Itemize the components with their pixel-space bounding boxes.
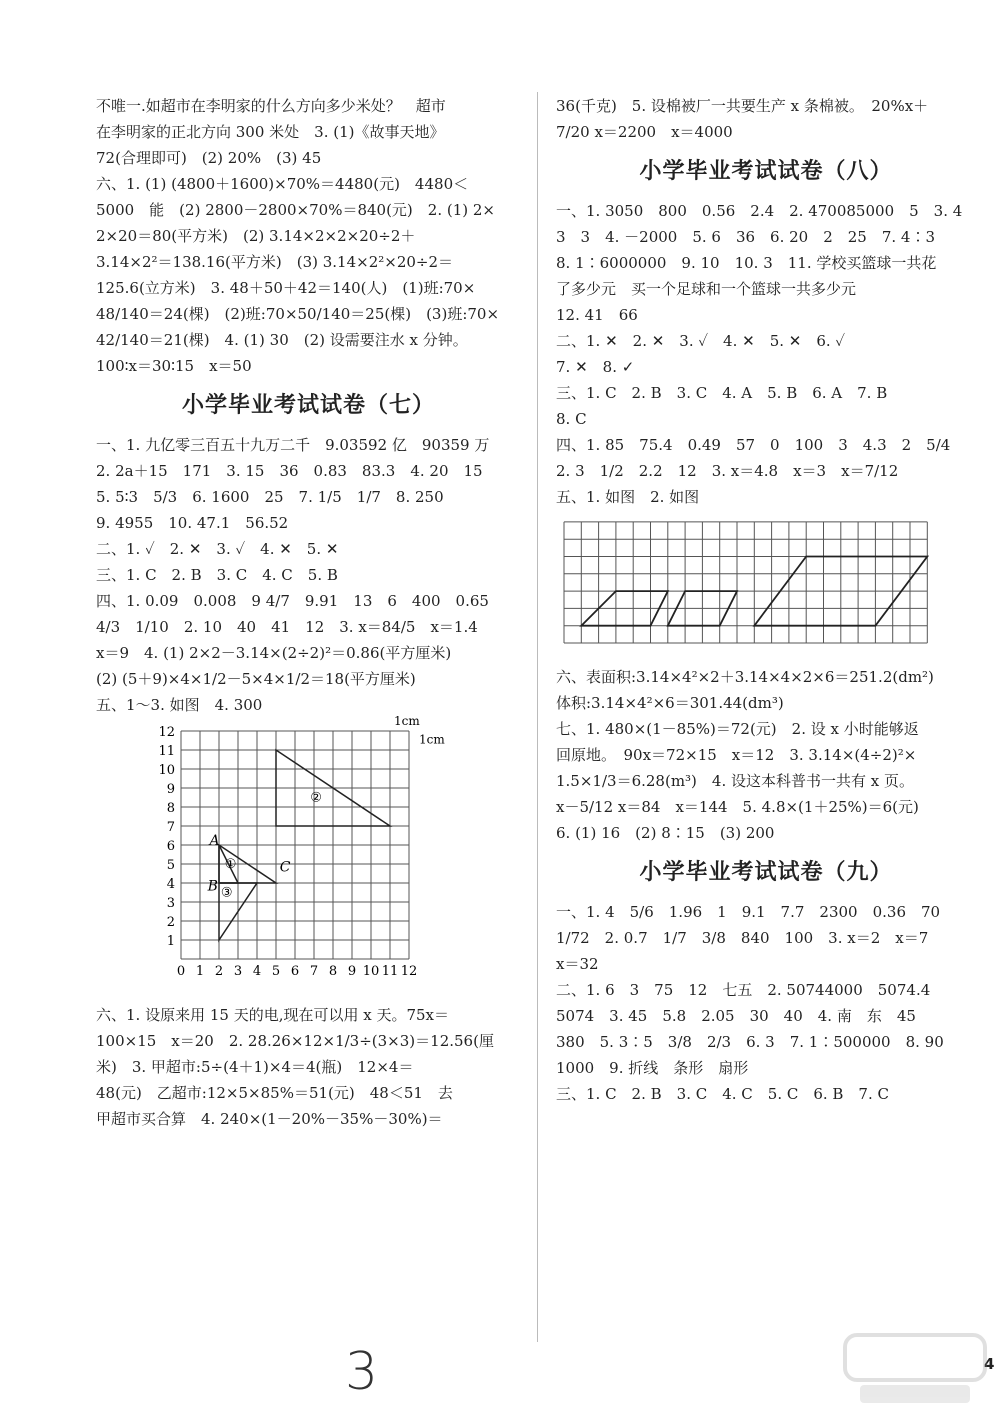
answer-line: 六、表面积:3.14×4²×2＋3.14×4×2×6＝251.2(dm²) bbox=[556, 668, 934, 686]
x-tick-label: 2 bbox=[214, 964, 224, 979]
x-tick-label: 12 bbox=[400, 964, 418, 979]
answer-line: 1000 9. 折线 条形 扇形 bbox=[556, 1059, 749, 1077]
x-tick-label: 1 bbox=[195, 964, 205, 979]
answer-line: 五、1～3. 如图 4. 300 bbox=[96, 696, 263, 714]
answer-line: 48/140＝24(棵) (2)班:70×50/140＝25(棵) (3)班:70× bbox=[96, 305, 500, 323]
answer-line: 四、1. 0.09 0.008 9 4/7 9.91 13 6 400 0.65 bbox=[96, 592, 489, 610]
label-circle-1: ① bbox=[224, 856, 237, 872]
x-tick-label: 6 bbox=[290, 964, 300, 979]
x-tick-label: 5 bbox=[271, 964, 281, 979]
x-tick-label: 3 bbox=[233, 964, 243, 979]
watermark-logo-icon bbox=[840, 1330, 990, 1410]
y-tick-label: 2 bbox=[166, 915, 175, 930]
answer-line: (2) (5＋9)×4×1/2－5×4×1/2＝18(平方厘米) bbox=[96, 670, 416, 688]
answer-line: 二、1. ✓ 2. ✕ 3. ✓ 4. ✕ 5. ✕ bbox=[96, 540, 339, 558]
answer-line: 100×15 x＝20 2. 28.26×12×1/3÷(3×3)＝12.56(厘 bbox=[96, 1032, 494, 1050]
label-b: B bbox=[207, 878, 218, 895]
answer-line: 三、1. C 2. B 3. C 4. A 5. B 6. A 7. B bbox=[556, 384, 888, 402]
x-tick-label: 11 bbox=[381, 964, 399, 979]
answer-line: 125.6(立方米) 3. 48＋50＋42＝140(人) (1)班:70× bbox=[96, 279, 476, 297]
section-title-8: 小学毕业考试试卷（八） bbox=[639, 159, 893, 184]
answer-line: 7. ✕ 8. ✓ bbox=[556, 358, 635, 376]
answer-line: 四、1. 85 75.4 0.49 57 0 100 3 4.3 2 5/4 bbox=[556, 436, 951, 454]
answer-line: 5. 5∶3 5/3 6. 1600 25 7. 1/5 1/7 8. 250 bbox=[96, 488, 444, 506]
label-circle-2: ② bbox=[310, 790, 322, 806]
y-tick-label: 1 bbox=[166, 934, 175, 949]
answer-line: 36(千克) 5. 设棉被厂一共要生产 x 条棉被。 20%x＋ bbox=[556, 97, 929, 115]
x-tick-label: 8 bbox=[328, 964, 338, 979]
figure-8-grid bbox=[556, 513, 976, 657]
answer-line: 一、1. 3050 800 0.56 2.4 2. 470085000 5 3. 4 bbox=[556, 202, 963, 220]
x-tick-label: 10 bbox=[362, 964, 380, 979]
answer-line: 六、1. 设原来用 15 天的电,现在可以用 x 天。75x＝ bbox=[96, 1006, 450, 1024]
section-8-after-figure-lines bbox=[556, 667, 976, 843]
section-7-after-figure-lines bbox=[96, 1005, 521, 1129]
edge-page-digit: 4 bbox=[984, 1355, 995, 1373]
answer-line: 六、1. (1) (4800＋1600)×70%＝4480(元) 4480＜ bbox=[96, 175, 469, 193]
answer-line: 甲超市买合算 4. 240×(1－20%－35%－30%)＝ bbox=[96, 1110, 443, 1128]
x-tick-label: 7 bbox=[309, 964, 319, 979]
answer-line: x＝32 bbox=[556, 955, 599, 973]
answer-line: 米) 3. 甲超市:5÷(4＋1)×4＝4(瓶) 12×4＝ bbox=[96, 1058, 414, 1076]
section-7-lines bbox=[96, 435, 521, 715]
x-tick-label: 0 bbox=[176, 964, 186, 979]
left-intro-lines bbox=[96, 96, 521, 376]
answer-line: 100∶x＝30∶15 x＝50 bbox=[96, 357, 252, 375]
section-8-lines bbox=[556, 201, 976, 507]
x-tick-label: 4 bbox=[252, 964, 262, 979]
y-tick-label: 12 bbox=[158, 725, 175, 740]
x-tick-label: 9 bbox=[347, 964, 357, 979]
answer-line: 2. 3 1/2 2.2 12 3. x＝4.8 x＝3 x＝7/12 bbox=[556, 462, 899, 480]
answer-line: 体积:3.14×4²×6＝301.44(dm³) bbox=[556, 694, 784, 712]
answer-line: 一、1. 4 5/6 1.96 1 9.1 7.7 2300 0.36 70 bbox=[556, 903, 941, 921]
page-number: 3 bbox=[345, 1342, 379, 1402]
column-divider bbox=[537, 92, 538, 1342]
answer-line: 不唯一.如超市在李明家的什么方向多少米处？ 超市 bbox=[96, 97, 446, 115]
answer-line: 二、1. 6 3 75 12 七五 2. 50744000 5074.4 bbox=[556, 981, 931, 999]
answer-line: 2×20＝80(平方米) (2) 3.14×2×2×20÷2＋ bbox=[96, 227, 416, 245]
y-tick-label: 8 bbox=[166, 801, 175, 816]
y-tick-label: 7 bbox=[166, 820, 175, 835]
answer-line: 4/3 1/10 2. 10 40 41 12 3. x＝84/5 x＝1.4 bbox=[96, 618, 478, 636]
answer-line: 8. 1∶6000000 9. 10 10. 3 11. 学校买篮球一共花 bbox=[556, 254, 937, 272]
right-column bbox=[556, 96, 976, 1110]
answer-line: 7/20 x＝2200 x＝4000 bbox=[556, 123, 733, 141]
answer-line: 5074 3. 45 5.8 2.05 30 40 4. 南 东 45 bbox=[556, 1007, 916, 1025]
section-title-7: 小学毕业考试试卷（七） bbox=[181, 393, 435, 418]
label-c: C bbox=[279, 859, 291, 876]
y-tick-label: 5 bbox=[166, 858, 175, 873]
answer-line: 一、1. 九亿零三百五十九万二千 9.03592 亿 90359 万 bbox=[96, 436, 490, 454]
answer-line: 380 5. 3∶5 3/8 2/3 6. 3 7. 1∶500000 8. 90 bbox=[556, 1033, 944, 1051]
answer-line: 6. (1) 16 (2) 8∶15 (3) 200 bbox=[556, 824, 775, 842]
answer-line: 七、1. 480×(1－85%)＝72(元) 2. 设 x 小时能够返 bbox=[556, 720, 919, 738]
answer-line: x＝9 4. (1) 2×2－3.14×(2÷2)²＝0.86(平方厘米) bbox=[96, 644, 452, 662]
answer-line: 三、1. C 2. B 3. C 4. C 5. B bbox=[96, 566, 338, 584]
label-a: A bbox=[209, 833, 220, 849]
section-title-9: 小学毕业考试试卷（九） bbox=[639, 860, 893, 885]
section-9-lines bbox=[556, 902, 976, 1104]
figure-7-grid bbox=[96, 714, 521, 995]
answer-line: 在李明家的正北方向 300 米处 3. (1)《故事天地》 bbox=[96, 123, 445, 141]
answer-line: 五、1. 如图 2. 如图 bbox=[556, 488, 700, 506]
unit-label-top: 1cm bbox=[394, 714, 420, 728]
answer-line: 5000 能 (2) 2800－2800×70%＝840(元) 2. (1) 2× bbox=[96, 201, 495, 219]
answer-line: 12. 41 66 bbox=[556, 306, 638, 324]
answer-line: 3.14×2²＝138.16(平方米) (3) 3.14×2²×20÷2＝ bbox=[96, 253, 454, 271]
y-tick-label: 6 bbox=[166, 839, 175, 854]
answer-line: 1.5×1/3＝6.28(m³) 4. 设这本科普书一共有 x 页。 bbox=[556, 772, 914, 790]
y-tick-label: 10 bbox=[158, 763, 175, 778]
label-circle-3: ③ bbox=[220, 885, 233, 901]
y-tick-label: 4 bbox=[166, 877, 175, 892]
right-intro-lines bbox=[556, 96, 976, 142]
answer-line: 48(元) 乙超市:12×5×85%＝51(元) 48＜51 去 bbox=[96, 1084, 453, 1102]
answer-line: 3 3 4. －2000 5. 6 36 6. 20 2 25 7. 4∶3 bbox=[556, 228, 936, 246]
answer-line: 72(合理即可) (2) 20% (3) 45 bbox=[96, 149, 322, 167]
y-tick-label: 9 bbox=[166, 782, 175, 797]
answer-line: x－5/12 x＝84 x＝144 5. 4.8×(1＋25%)＝6(元) bbox=[556, 798, 919, 816]
answer-line: 2. 2a＋15 171 3. 15 36 0.83 83.3 4. 20 15 bbox=[96, 462, 483, 480]
parallelogram-grid-figure bbox=[556, 513, 936, 653]
answer-line: 了多少元 买一个足球和一个篮球一共多少元 bbox=[556, 280, 857, 298]
left-column bbox=[96, 96, 521, 1135]
answer-line: 三、1. C 2. B 3. C 4. C 5. C 6. B 7. C bbox=[556, 1085, 889, 1103]
answer-line: 9. 4955 10. 47.1 56.52 bbox=[96, 514, 289, 532]
coordinate-grid-figure bbox=[96, 714, 445, 991]
answer-line: 二、1. ✕ 2. ✕ 3. ✓ 4. ✕ 5. ✕ 6. ✓ bbox=[556, 332, 846, 350]
y-tick-label: 3 bbox=[166, 896, 175, 911]
answer-line: 8. C bbox=[556, 410, 587, 428]
answer-line: 1/72 2. 0.7 1/7 3/8 840 100 3. x＝2 x＝7 bbox=[556, 929, 929, 947]
answer-line: 42/140＝21(棵) 4. (1) 30 (2) 设需要注水 x 分钟。 bbox=[96, 331, 468, 349]
answer-line: 回原地。 90x＝72×15 x＝12 3. 3.14×(4÷2)²× bbox=[556, 746, 917, 764]
unit-label-side: 1cm bbox=[419, 732, 445, 747]
y-tick-label: 11 bbox=[158, 744, 175, 759]
